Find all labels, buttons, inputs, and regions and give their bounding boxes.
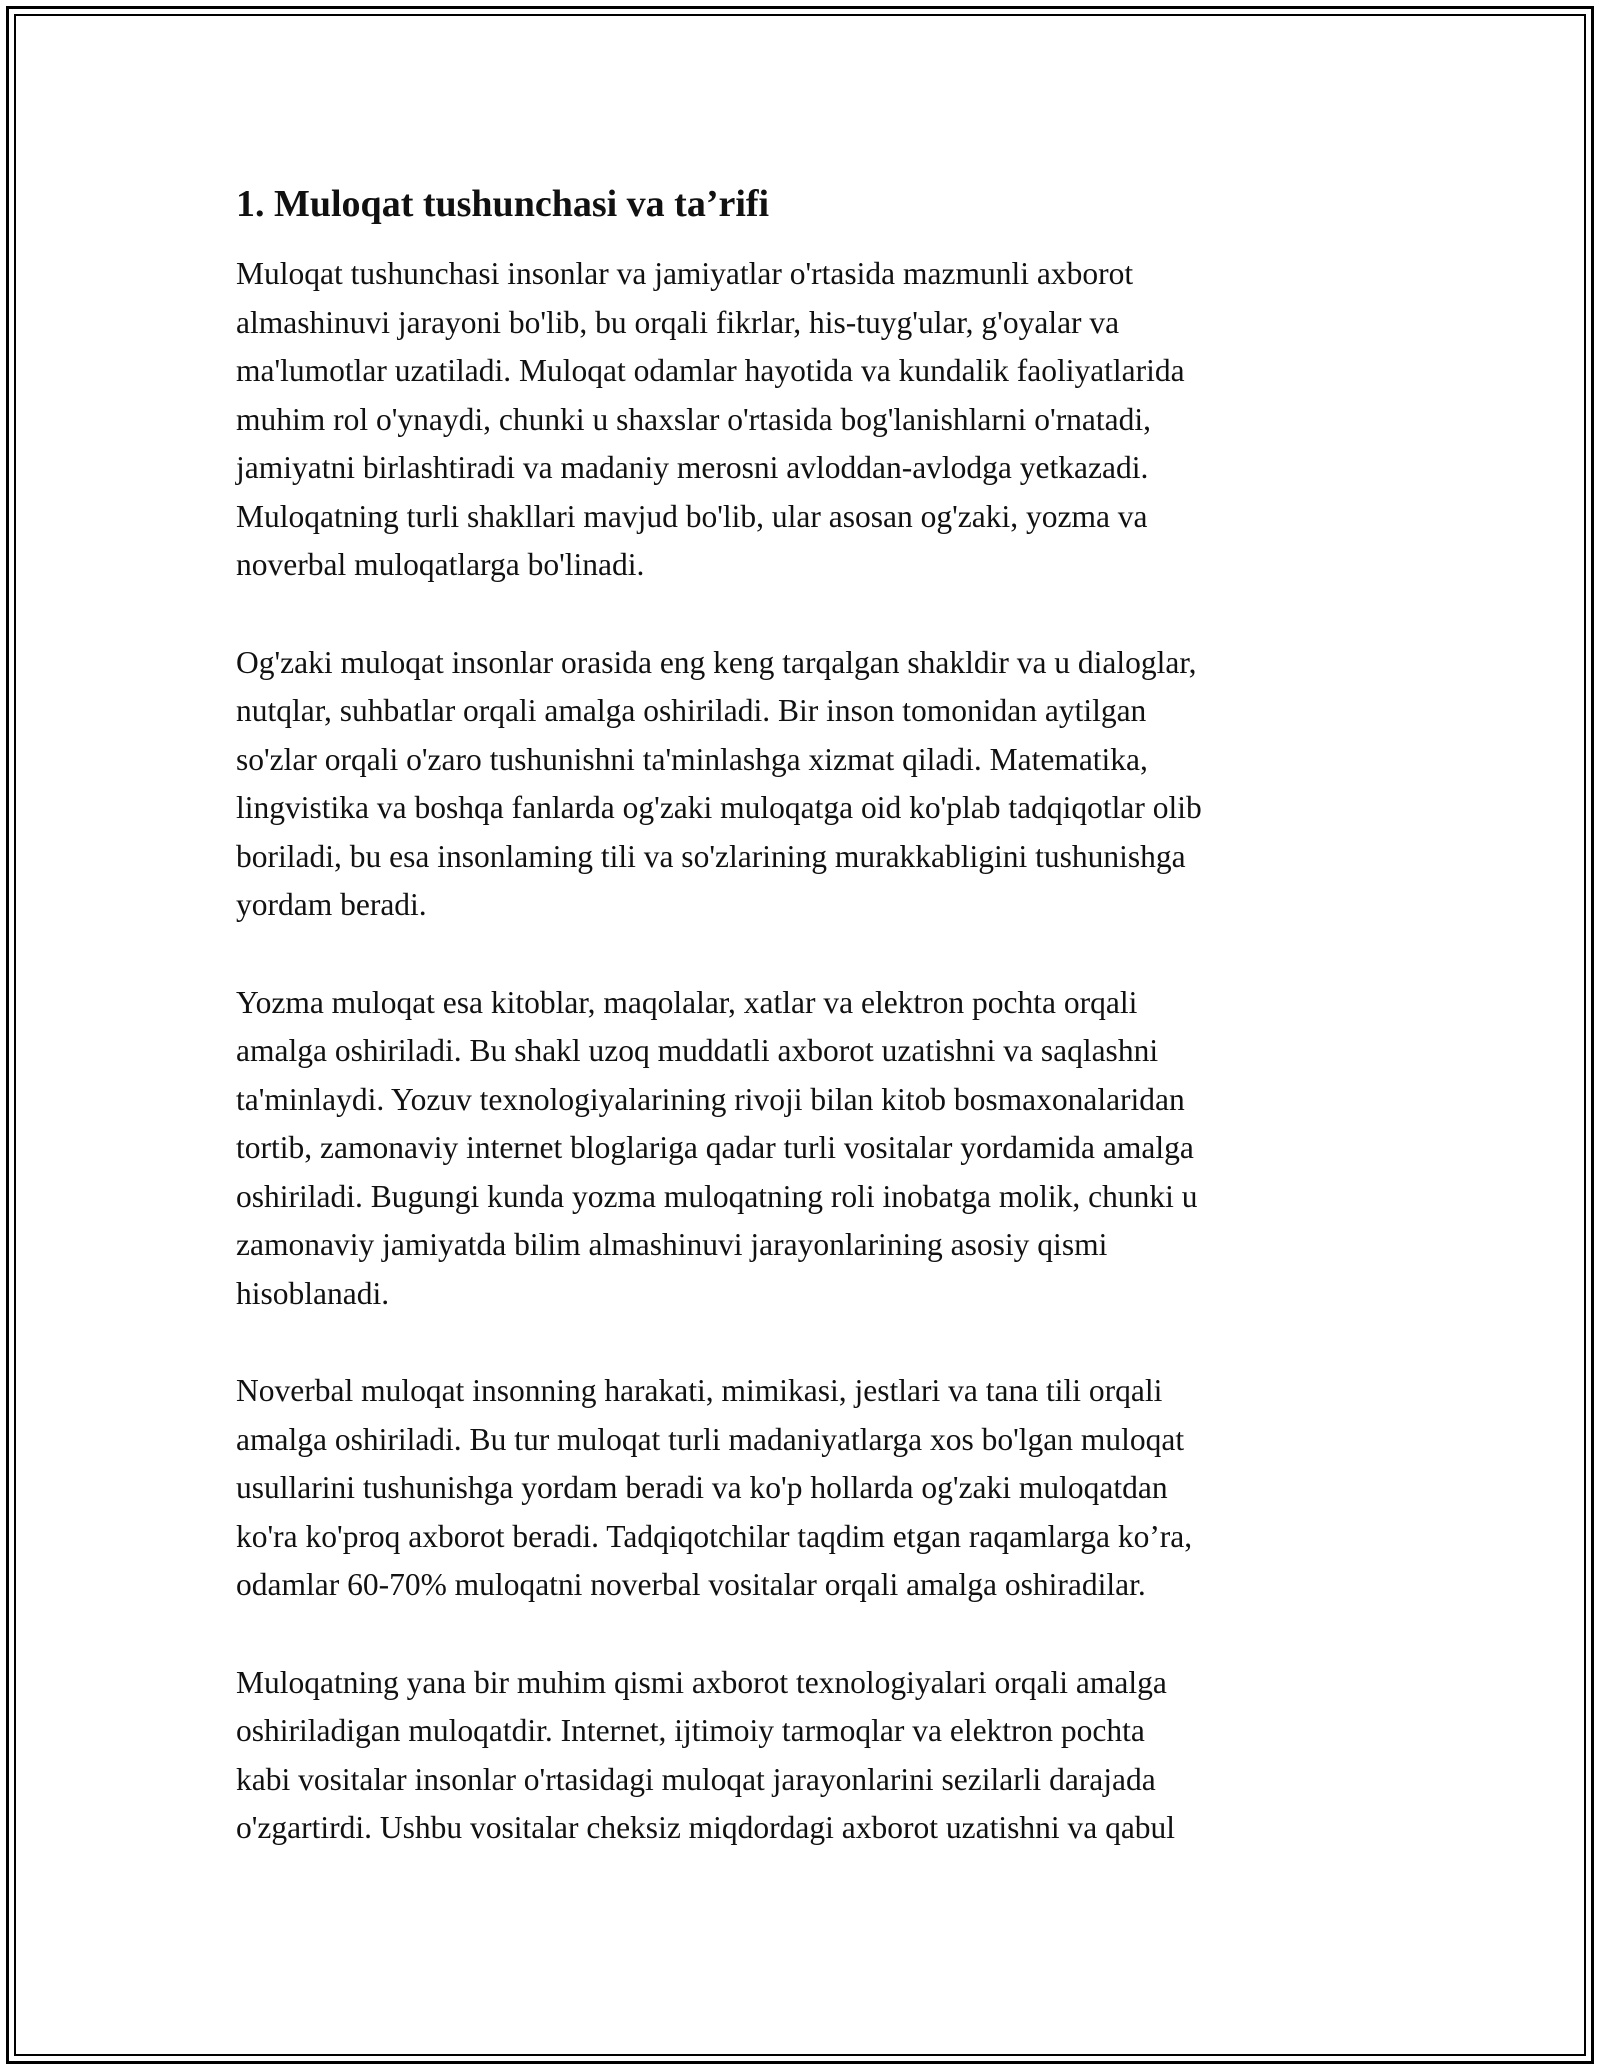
paragraph-written bbox=[236, 979, 1366, 1319]
text-line: nutqlar, suhbatlar orqali amalga oshiriladi. Bir inson tomonidan aytilgan bbox=[236, 693, 1147, 728]
text-line: ma'lumotlar uzatiladi. Muloqat odamlar hayotida va kundalik faoliyatlarida bbox=[236, 353, 1185, 388]
text-line: zamonaviy jamiyatda bilim almashinuvi jarayonlarining asosiy qismi bbox=[236, 1227, 1108, 1262]
text-line: odamlar 60-70% muloqatni noverbal vositalar orqali amalga oshiradilar. bbox=[236, 1567, 1146, 1602]
section-heading: 1. Muloqat tushunchasi va ta’rifi bbox=[236, 183, 770, 225]
text-line: so'zlar orqali o'zaro tushunishni ta'minlashga xizmat qiladi. Matematika, bbox=[236, 741, 1148, 777]
text-line: tortib, zamonaviy internet bloglariga qadar turli vositalar yordamida amalga bbox=[236, 1130, 1194, 1165]
text-line: muhim rol o'ynaydi, chunki u shaxslar o'rtasida bog'lanishlarni o'rnatadi, bbox=[236, 401, 1152, 437]
text-line: Muloqatning yana bir muhim qismi axborot texnologiyalari orqali amalga bbox=[236, 1664, 1167, 1700]
text-line: Muloqat tushunchasi insonlar va jamiyatlar o'rtasida mazmunli axborot bbox=[236, 256, 1134, 291]
text-line: oshiriladi. Bugungi kunda yozma muloqatning roli inobatga molik, chunki u bbox=[236, 1178, 1198, 1214]
text-line: Yozma muloqat esa kitoblar, maqolalar, xatlar va elektron pochta orqali bbox=[236, 984, 1138, 1020]
text-line: noverbal muloqatlarga bo'linadi. bbox=[236, 547, 645, 582]
text-line: Og'zaki muloqat insonlar orasida eng keng tarqalgan shakldir va u dialoglar, bbox=[236, 644, 1197, 680]
text-line: almashinuvi jarayoni bo'lib, bu orqali fikrlar, his-tuyg'ular, g'oyalar va bbox=[236, 304, 1120, 340]
text-line: usullarini tushunishga yordam beradi va ko'p hollarda og'zaki muloqatdan bbox=[236, 1470, 1168, 1505]
paragraph-oral bbox=[236, 639, 1366, 930]
text-line: Noverbal muloqat insonning harakati, mimikasi, jestlari va tana tili orqali bbox=[236, 1373, 1163, 1408]
text-line: amalga oshiriladi. Bu shakl uzoq muddatli axborot uzatishni va saqlashni bbox=[236, 1033, 1159, 1068]
text-line: lingvistika va boshqa fanlarda og'zaki muloqatga oid ko'plab tadqiqotlar olib bbox=[236, 790, 1202, 825]
text-line: jamiyatni birlashtiradi va madaniy merosni avloddan-avlodga yetkazadi. bbox=[236, 450, 1149, 485]
text-line: ko'ra ko'proq axborot beradi. Tadqiqotchilar taqdim etgan raqamlarga ko’ra, bbox=[236, 1518, 1193, 1554]
text-line: amalga oshiriladi. Bu tur muloqat turli madaniyatlarga xos bo'lgan muloqat bbox=[236, 1421, 1185, 1457]
paragraph-nonverbal bbox=[236, 1367, 1366, 1610]
text-line: boriladi, bu esa insonlaming tili va so'zlarining murakkabligini tushunishga bbox=[236, 838, 1186, 874]
paragraph-definition bbox=[236, 250, 1366, 590]
text-line: Muloqatning turli shakllari mavjud bo'lib, ular asosan og'zaki, yozma va bbox=[236, 498, 1148, 534]
document-body bbox=[236, 180, 1366, 1902]
text-line: hisoblanadi. bbox=[236, 1275, 390, 1311]
text-line: oshiriladigan muloqatdir. Internet, ijtimoiy tarmoqlar va elektron pochta bbox=[236, 1713, 1145, 1748]
paragraph-digital bbox=[236, 1659, 1366, 1853]
text-line: o'zgartirdi. Ushbu vositalar cheksiz miqdordagi axborot uzatishni va qabul bbox=[236, 1810, 1176, 1845]
text-line: ta'minlaydi. Yozuv texnologiyalarining rivoji bilan kitob bosmaxonalaridan bbox=[236, 1081, 1185, 1117]
text-line: yordam beradi. bbox=[236, 887, 427, 922]
text-line: kabi vositalar insonlar o'rtasidagi muloqat jarayonlarini sezilarli darajada bbox=[236, 1761, 1156, 1797]
